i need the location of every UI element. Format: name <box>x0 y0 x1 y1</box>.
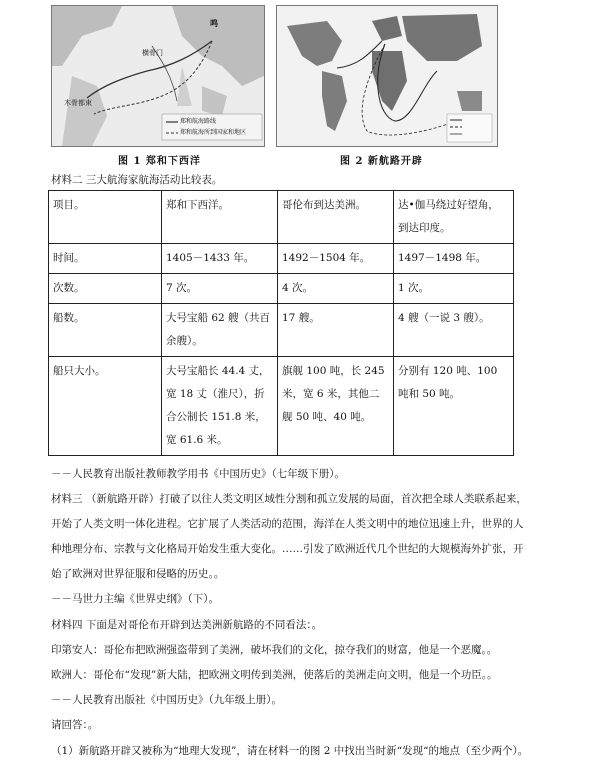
table-row <box>49 244 514 274</box>
legend-route: 郑和航海路线 <box>180 118 217 125</box>
table-row <box>49 357 514 456</box>
table-cell: 大号宝船长 44.4 丈，宽 18 丈（淮尺），折合公制长 151.8 米，宽 61.6 米。 <box>162 357 278 456</box>
material4-european-view: 欧洲人：哥伦布“发现”新大陆，把欧洲文明传到美洲，使落后的美洲走向文明，他是一个功臣。。 <box>51 669 498 681</box>
header-cell: 达•伽马绕过好望角，到达印度。 <box>394 191 514 244</box>
map-label-2: 木骨都束 <box>64 99 92 107</box>
material2-heading: 材料二 三大航海家航海活动比较表。 <box>51 174 223 186</box>
header-cell: 项目。 <box>49 191 162 244</box>
material4-heading: 材料四 下面是对哥伦布开辟到达美洲新航路的不同看法：。 <box>51 619 323 631</box>
table-cell: 旗舰 100 吨，长 245 米，宽 6 米，其他二舰 50 吨、40 吨。 <box>278 357 394 456</box>
zheng-he-map-drawing <box>52 6 264 146</box>
legend-places: 郑和航海所到国家和地区 <box>180 129 247 136</box>
table-cell: 分别有 120 吨、100 吨和 50 吨。 <box>394 357 514 456</box>
questions-prompt: 请回答：。 <box>51 719 99 731</box>
table-header-row <box>49 191 514 244</box>
table-row <box>49 274 514 304</box>
table-cell: 1 次。 <box>394 274 514 304</box>
table-cell: 1405－1433 年。 <box>162 244 278 274</box>
material4-source: －－人民教育出版社《中国历史》（九年级上册）。 <box>51 694 282 706</box>
table-cell: 大号宝船 62 艘（共百余艘）。 <box>162 304 278 357</box>
figure2-caption <box>340 152 423 167</box>
figure2-caption-text: 图 2 新航路开辟 <box>340 156 423 167</box>
figure-new-route-map <box>276 5 498 147</box>
map-label-1: 横骨门 <box>142 49 163 57</box>
table-row <box>49 304 514 357</box>
table-cell: 17 艘。 <box>278 304 394 357</box>
material3-source: －－马世力主编《世界史纲》（下）。 <box>51 593 219 605</box>
table-cell: 时间。 <box>49 244 162 274</box>
material3-line-3: 种地理分布、宗教与文化格局开始发生重大变化。……引发了欧洲近代几个世纪的大规模海外扩张，开 <box>51 543 524 555</box>
material3-line-1: 材料三 （新航路开辟）打破了以往人类文明区域性分割和孤立发展的局面，首次把全球人类联系起来， <box>51 493 527 505</box>
table-cell: 1492－1504 年。 <box>278 244 394 274</box>
new-route-map-drawing <box>277 6 497 146</box>
material3-line-2: 开始了人类文明一体化进程。它扩展了人类活动的范围，海洋在人类文明中的地位迅速上升，世界的人 <box>51 518 524 530</box>
material3-line-4: 始了欧洲对世界征服和侵略的历史。。 <box>51 568 225 580</box>
header-cell: 郑和下西洋。 <box>162 191 278 244</box>
question-1: （1）新航路开辟又被称为“地理大发现”，请在材料一的图 2 中找出当时新“发现“的地点（至少两个）。 <box>51 745 529 757</box>
table-cell: 船数。 <box>49 304 162 357</box>
header-cell: 哥伦布到达美洲。 <box>278 191 394 244</box>
table-cell: 次数。 <box>49 274 162 304</box>
table-cell: 船只大小。 <box>49 357 162 456</box>
table-cell: 1497－1498 年。 <box>394 244 514 274</box>
table-cell: 7 次。 <box>162 274 278 304</box>
material4-indian-view: 印第安人：哥伦布把欧洲强盗带到了美洲，破坏我们的文化，掠夺我们的财富，他是一个恶魔。。 <box>51 644 498 656</box>
figure1-caption: 图 1 郑和下西洋 <box>118 156 201 167</box>
table-cell: 4 次。 <box>278 274 394 304</box>
table-cell: 4 艘（一说 3 艘）。 <box>394 304 514 357</box>
comparison-table <box>48 190 514 456</box>
figure-zheng-he-map <box>51 5 265 147</box>
material2-source: －－人民教育出版社教师教学用书《中国历史》（七年级下册）。 <box>51 468 345 480</box>
map-label-ming: 鸣 <box>210 18 218 28</box>
